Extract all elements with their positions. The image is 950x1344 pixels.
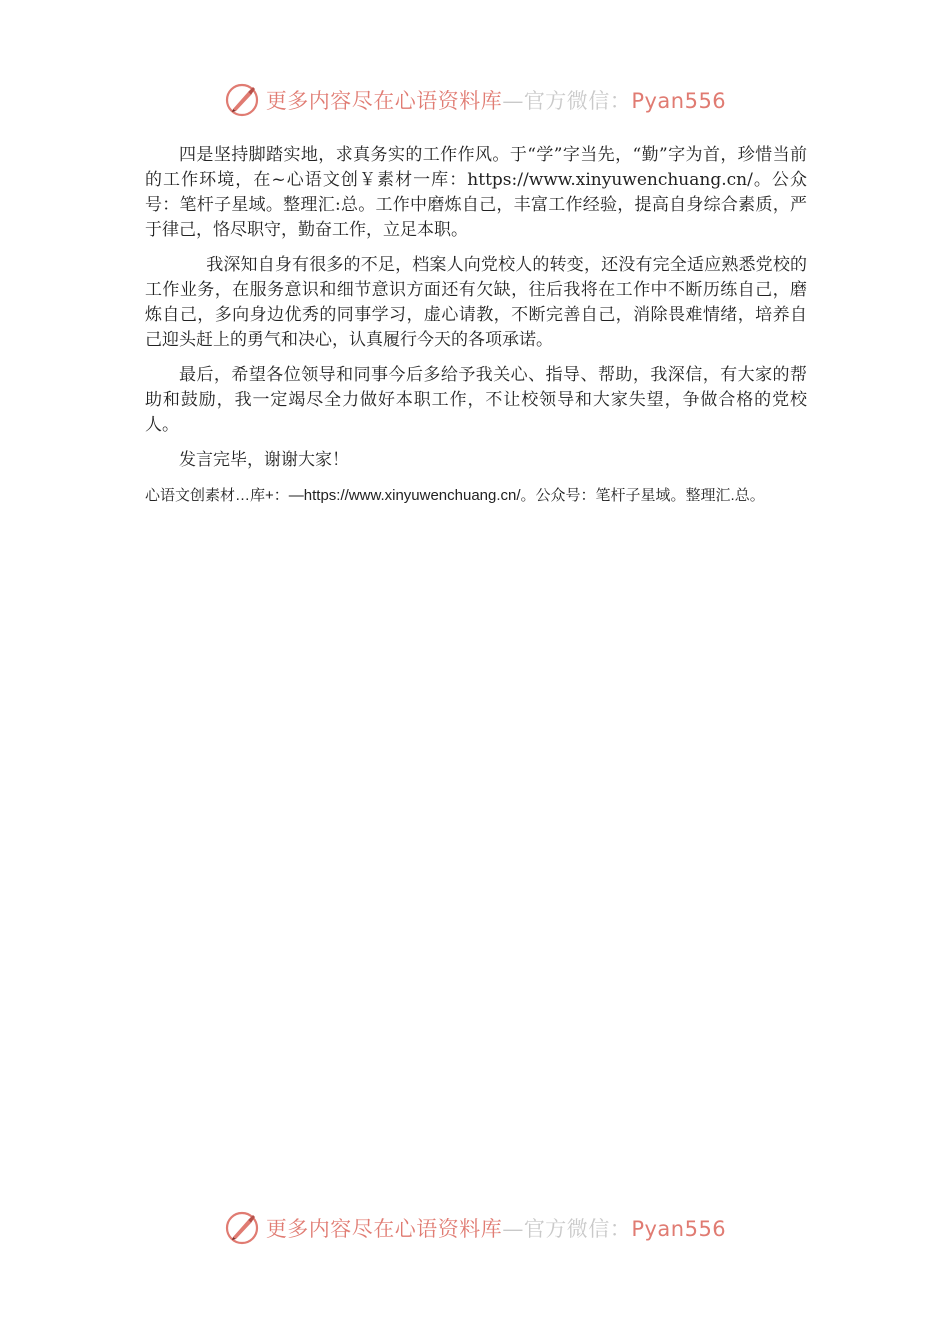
paragraph-shortcomings: 我深知自身有很多的不足，档案人向党校人的转变，还没有完全适应熟悉党校的工作业务，在服务意识和细节意识方面还有欠缺，往后我将在工作中不断历练自己，磨炼自己，多向身边优秀的同事学习，虚心请教，不断完善自己，消除畏难情绪，培养自己迎头赶上的勇气和决心，认真履行今天的各项承诺。	[145, 255, 807, 350]
paragraph-thanks: 发言完毕，谢谢大家！	[179, 450, 349, 470]
banner-wechat-id: Pyan556	[631, 89, 727, 113]
banner-dash: —	[502, 89, 524, 113]
quill-pen-logo-icon	[224, 1210, 260, 1246]
source-note: 心语文创素材…库+：—https://www.xinyuwenchuang.cn/。公众号：笔杆子星域。整理汇.总。	[145, 487, 765, 504]
quill-pen-logo-icon	[224, 82, 260, 118]
header-banner	[0, 82, 950, 118]
document-body	[145, 143, 807, 508]
paragraph-work-style: 四是坚持脚踏实地，求真务实的工作作风。于“学”字当先，“勤”字为首，珍惜当前的工作环境，在~心语文创￥素材一库：https://www.xinyuwenchuang.cn/。公众号：笔杆子星域。整理汇:总。工作中磨炼自己，丰富工作经验，提高自身综合素质，严于律己，恪尽职守，勤奋工作，立足本职。	[145, 145, 807, 240]
banner-dash: —	[502, 1217, 524, 1241]
banner-main-text: 更多内容尽在心语资料库	[265, 1217, 503, 1241]
banner-main-text: 更多内容尽在心语资料库	[265, 89, 503, 113]
banner-wechat-id: Pyan556	[631, 1217, 727, 1241]
banner-text	[266, 1213, 726, 1243]
banner-official-label: 官方微信：	[523, 89, 632, 113]
footer-banner	[0, 1210, 950, 1246]
banner-text	[266, 85, 726, 115]
paragraph-closing-hope: 最后，希望各位领导和同事今后多给予我关心、指导、帮助，我深信，有大家的帮助和鼓励，我一定竭尽全力做好本职工作，不让校领导和大家失望，争做合格的党校人。	[145, 365, 807, 435]
banner-official-label: 官方微信：	[523, 1217, 632, 1241]
